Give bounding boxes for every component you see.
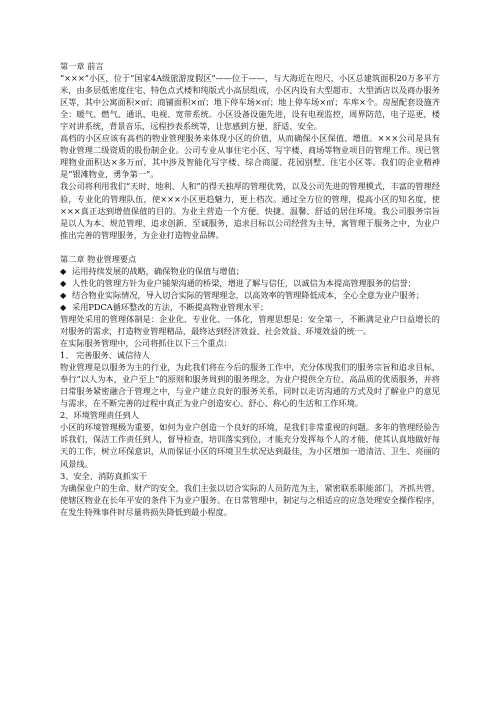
chapter-2-paragraph-2: 在实际服务管理中，公司将抓住以下三个重点：: [60, 338, 232, 349]
chapter-2-title: 第二章 物业管理要点: [60, 253, 137, 264]
section-1-text: 物业管理是以服务为主的行业，为此我们将在今后的服务工作中，充分体现我们的服务宗旨和追求目标，奉行“以人为本，业户至上”的原则和服务周到的服务理念，为业户提供全方位、高品质的优质服务，并将日常服务紧密融合于管理之中，与业户建立良好的服务关系，同时以走访沟通的方式及时了解业户的意见与需求，在不断完善的过程中真正为业户创造安心、舒心、称心的生活和工作环境。: [60, 362, 440, 409]
bullet-item: [60, 265, 440, 277]
bullet-text: 采用PDCA循环整改的方法，不断提高物业管理水平；: [72, 301, 269, 312]
bullet-text: 运用持续发展的战略，确保物业的保值与增值；: [72, 265, 244, 276]
section-3-heading: 3、安全、消防真抓实干: [60, 470, 148, 481]
diamond-bullet-icon: ◆: [60, 301, 67, 312]
section-2-heading: 2、环境管理责任到人: [60, 410, 139, 421]
diamond-bullet-icon: ◆: [60, 277, 67, 288]
document-page: [60, 60, 440, 518]
bullet-text: 结合物业实际情况，导入切合实际的管理理念，以高效率的管理降低成本，全心全意为业户服务；: [72, 289, 425, 300]
section-2-text: 小区的环境管理极为重要，如何为业户创造一个良好的环境，是我们非常重视的问题。多年的管理经验告诉我们，保洁工作责任到人，督导检查，培训落实到位，才能充分发挥每个人的才能，使其认真地做好每天的工作，树立环保意识，从而保证小区的环境卫生状况达到最佳，为小区增加一道清洁、卫生、亮丽的风景线。: [60, 422, 440, 469]
diamond-bullet-icon: ◆: [60, 289, 67, 300]
chapter-1-title: 第一章 前言: [60, 61, 104, 71]
bullet-item: [60, 301, 440, 313]
bullet-item: [60, 277, 440, 289]
chapter-1-paragraph-1: “×××”小区，位于“国家4A级旅游度假区”——位于——，与大海近在咫尺，小区总建筑面积20万多平方米，由多层低密度住宅、特色点式楼和纯版式小高层组成，小区内设有大型超市、大型酒店以及商办服务区等，其中公寓面积×㎡；商铺面积×㎡；地下停车场×㎡；地上停车场×㎡；车库×个。房屋配套设施齐全：暖气、燃气、通讯、电视、宽带系统。小区设备设施先进，设有电视监控，周界防范，电子巡更，楼宇对讲系统，背景音乐，远程抄表系统等，让您感到方便、舒适、安全。: [60, 73, 440, 132]
bullet-text: 人性化的管理方针为业户铺架沟通的桥梁，增进了解与信任，以诚信为本提高管理服务的信誉；: [72, 277, 416, 288]
chapter-1-paragraph-2: 高档的小区应该有高档的物业管理服务来体现小区的价值，从而确保小区保值、增值。×××公司是具有物业管理二级资质的股份制企业。公司专业从事住宅小区、写字楼、商场等物业项目的管理工作。现已管理物业面积达×多万㎡，其中涉及智能化写字楼、综合商厦、花园别墅、住宅小区等。我们的企业精神是“银滩物业，勇争第一”。: [60, 133, 440, 180]
bullet-item: [60, 289, 440, 301]
chapter-1-paragraph-3: 我公司将利用我们“天时、地利、人和”的得天独厚的管理优势，以及公司先进的管理模式，丰富的管理经验，专业化的管理队伍，使×××小区更趋魅力，更上档次。通过全方位的管理，提高小区的知名度，使×××真正达到增值保值的目的。为业主营造一个方便、快捷、温馨、舒适的居住环境。我公司服务宗旨是以人为本、规范管理、追求创新、至诚服务，追求目标以公司经营为主导，寓管理于服务之中，为业户推出完善的管理服务，为企业打造物业品牌。: [60, 181, 440, 240]
section-3-text: 为确保业户的生命、财产的安全，我们主张以切合实际的人员防范为主，紧密联系职能部门，齐抓共管，使辖区物业在长年平安的条件下为业户服务。在日常管理中，制定与之相适应的应急处理安全操作程序，在发生特殊事件时尽量将损失降低到最小程度。: [60, 482, 440, 517]
section-1-heading: 1、 完善服务、诚信待人: [60, 350, 150, 361]
diamond-bullet-icon: ◆: [60, 265, 67, 276]
section-spacer: [60, 241, 440, 253]
chapter-2-paragraph-1: 管理处采用的管理体制是：企业化、专业化、一体化，管理思想是：安全第一，不断满足业户日益增长的对服务的需求，打造物业管理精品，最终达到经济效益、社会效益、环境效益的统一。: [60, 313, 440, 336]
